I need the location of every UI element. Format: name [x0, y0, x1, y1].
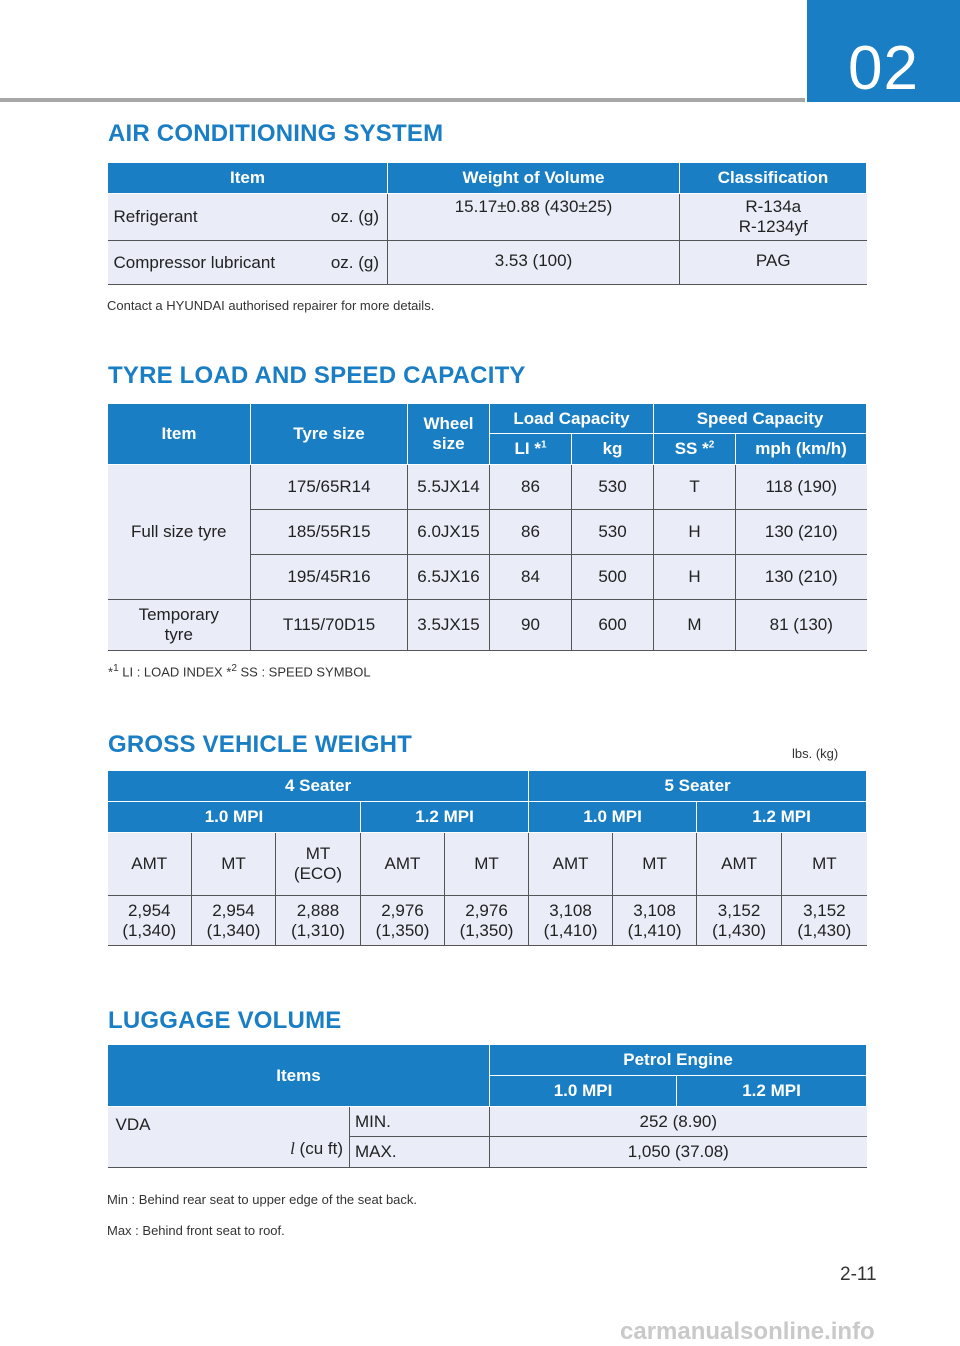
gvw-trans: MT	[192, 833, 276, 896]
w-line: (1,430)	[797, 920, 852, 940]
gvw-weight	[697, 896, 782, 946]
header-rule	[0, 98, 805, 102]
gvw-trans: AMT	[697, 833, 782, 896]
tyre-cell: M	[654, 600, 736, 651]
page-number: 2-11	[840, 1264, 877, 1285]
tyre-cell: 500	[572, 555, 654, 600]
gvw-engine: 1.2 MPI	[697, 802, 867, 833]
tyre-cell: 130 (210)	[736, 555, 867, 600]
tyre-cell: T115/70D15	[251, 600, 408, 651]
w-line: (1,350)	[459, 920, 514, 940]
tyre-cell: 118 (190)	[736, 465, 867, 510]
temp-line: Temporary	[138, 605, 219, 624]
luggage-engine: 1.2 MPI	[677, 1076, 867, 1107]
ac-header-weight: Weight of Volume	[388, 163, 680, 194]
luggage-min-value: 252 (8.90)	[490, 1107, 867, 1137]
ac-class: PAG	[680, 241, 867, 285]
trans-line: MT	[305, 844, 331, 863]
tyre-cell: 86	[490, 465, 572, 510]
ac-weight: 3.53 (100)	[388, 241, 680, 285]
liter-symbol: l	[290, 1139, 295, 1158]
w-line: 3,152	[717, 900, 761, 920]
w-line: (1,430)	[712, 920, 766, 940]
tyre-cell: 6.5JX16	[408, 555, 490, 600]
ac-weight: 15.17±0.88 (430±25)	[388, 194, 680, 241]
gvw-engine: 1.0 MPI	[108, 802, 361, 833]
gvw-weight	[192, 896, 276, 946]
temp-line: tyre	[164, 625, 193, 644]
tyre-cell: 185/55R15	[251, 510, 408, 555]
ac-unit: oz. (g)	[330, 207, 379, 226]
gvw-weight	[361, 896, 445, 946]
unit-text: (cu ft)	[294, 1139, 343, 1158]
table-row	[108, 194, 867, 241]
tyre-cell: 3.5JX15	[408, 600, 490, 651]
fn-text: SS : SPEED SYMBOL	[236, 664, 371, 680]
tyre-header-size: Tyre size	[251, 404, 408, 465]
tyre-cell: 84	[490, 555, 572, 600]
li-label: LI *	[514, 439, 541, 458]
tyre-footnote	[108, 663, 371, 679]
w-line: (1,410)	[543, 920, 598, 940]
table-row	[108, 241, 867, 285]
vda-label: VDA	[115, 1115, 151, 1134]
w-line: 3,108	[549, 900, 592, 920]
tyre-cell: 600	[572, 600, 654, 651]
tyre-cell: 530	[572, 510, 654, 555]
gvw-seater: 5 Seater	[529, 771, 867, 802]
gvw-seater: 4 Seater	[108, 771, 529, 802]
ac-unit: oz. (g)	[330, 252, 379, 272]
w-line: 2,888	[296, 900, 340, 920]
tyre-cell: H	[654, 510, 736, 555]
tyre-header-ss	[654, 434, 736, 465]
tyre-section-title: TYRE LOAD AND SPEED CAPACITY	[108, 362, 526, 389]
luggage-note-min: Min : Behind rear seat to upper edge of the seat back.	[107, 1192, 418, 1207]
tyre-temp-label	[108, 600, 251, 651]
luggage-header-engine: Petrol Engine	[490, 1045, 867, 1076]
gvw-weight	[276, 896, 361, 946]
fn-sup: 2	[231, 663, 237, 674]
tyre-header-load: Load Capacity	[490, 404, 654, 434]
tyre-cell: 81 (130)	[736, 600, 867, 651]
gvw-units: lbs. (kg)	[792, 746, 839, 761]
ac-class: R-1234yf	[738, 217, 808, 236]
watermark: carmanualsonline.info	[620, 1318, 875, 1345]
w-line: (1,310)	[291, 920, 345, 940]
tyre-table	[107, 403, 867, 651]
ac-class: R-134a	[745, 197, 802, 216]
table-row	[108, 833, 867, 896]
trans-line: (ECO)	[293, 864, 343, 883]
tyre-header-kg: kg	[572, 434, 654, 465]
tyre-header-wheel	[408, 404, 490, 465]
tyre-cell: 195/45R16	[251, 555, 408, 600]
table-row	[108, 1107, 867, 1137]
ac-table	[107, 162, 867, 285]
fn-text: LI : LOAD INDEX *	[118, 664, 232, 680]
tyre-header-speed: Speed Capacity	[654, 404, 867, 434]
luggage-max-value: 1,050 (37.08)	[490, 1137, 867, 1168]
luggage-vda-cell	[108, 1107, 350, 1168]
w-line: (1,340)	[122, 920, 177, 940]
wheel-line: size	[432, 434, 465, 453]
w-line: (1,410)	[627, 920, 682, 940]
tyre-cell: 6.0JX15	[408, 510, 490, 555]
tyre-cell: 86	[490, 510, 572, 555]
ss-label: SS *	[674, 439, 709, 458]
tyre-header-mph: mph (km/h)	[736, 434, 867, 465]
gvw-weight	[613, 896, 697, 946]
w-line: 3,108	[633, 900, 676, 920]
gvw-weight	[529, 896, 613, 946]
ac-header-class: Classification	[680, 163, 867, 194]
tyre-cell: 530	[572, 465, 654, 510]
table-row	[108, 896, 867, 946]
w-line: 2,954	[127, 900, 171, 920]
table-row	[108, 600, 867, 651]
luggage-max-label: MAX.	[350, 1137, 490, 1168]
tyre-cell: T	[654, 465, 736, 510]
tyre-cell: 175/65R14	[251, 465, 408, 510]
tyre-cell: 5.5JX14	[408, 465, 490, 510]
gvw-table	[107, 770, 867, 946]
luggage-engine: 1.0 MPI	[490, 1076, 677, 1107]
gvw-weight	[108, 896, 192, 946]
li-sup: 1	[540, 439, 547, 451]
ac-header-item: Item	[108, 163, 388, 194]
gvw-trans: MT	[445, 833, 529, 896]
w-line: 2,976	[381, 900, 424, 920]
ac-note: Contact a HYUNDAI authorised repairer for more details.	[107, 298, 435, 313]
gvw-trans: AMT	[108, 833, 192, 896]
ss-sup: 2	[708, 439, 715, 451]
gvw-trans	[276, 833, 361, 896]
w-line: 2,976	[465, 900, 508, 920]
luggage-header-items: Items	[108, 1045, 490, 1107]
gvw-engine: 1.0 MPI	[529, 802, 697, 833]
tyre-full-label: Full size tyre	[108, 465, 251, 600]
table-row	[108, 465, 867, 510]
ac-section-title: AIR CONDITIONING SYSTEM	[108, 120, 444, 147]
gvw-trans: MT	[782, 833, 867, 896]
gvw-section-title: GROSS VEHICLE WEIGHT	[108, 731, 413, 758]
luggage-section-title: LUGGAGE VOLUME	[108, 1007, 342, 1034]
w-line: (1,340)	[206, 920, 261, 940]
gvw-trans: MT	[613, 833, 697, 896]
ac-item: Compressor lubricant	[113, 252, 276, 272]
gvw-engine: 1.2 MPI	[361, 802, 529, 833]
tyre-cell: 90	[490, 600, 572, 651]
gvw-trans: AMT	[529, 833, 613, 896]
w-line: 2,954	[212, 900, 255, 920]
vda-unit	[116, 1139, 350, 1159]
tyre-cell: H	[654, 555, 736, 600]
w-line: 3,152	[803, 900, 846, 920]
chapter-tab: 02	[807, 0, 960, 102]
gvw-weight	[445, 896, 529, 946]
gvw-weight	[782, 896, 867, 946]
gvw-trans: AMT	[361, 833, 445, 896]
w-line: (1,350)	[375, 920, 430, 940]
fn-star: *	[108, 664, 114, 680]
ac-item: Refrigerant	[113, 207, 198, 226]
tyre-header-li	[490, 434, 572, 465]
luggage-min-label: MIN.	[350, 1107, 490, 1137]
tyre-cell: 130 (210)	[736, 510, 867, 555]
luggage-table	[107, 1044, 867, 1168]
wheel-line: Wheel	[423, 414, 474, 433]
fn-sup: 1	[113, 663, 119, 674]
luggage-note-max: Max : Behind front seat to roof.	[107, 1223, 285, 1238]
tyre-header-item: Item	[108, 404, 251, 465]
